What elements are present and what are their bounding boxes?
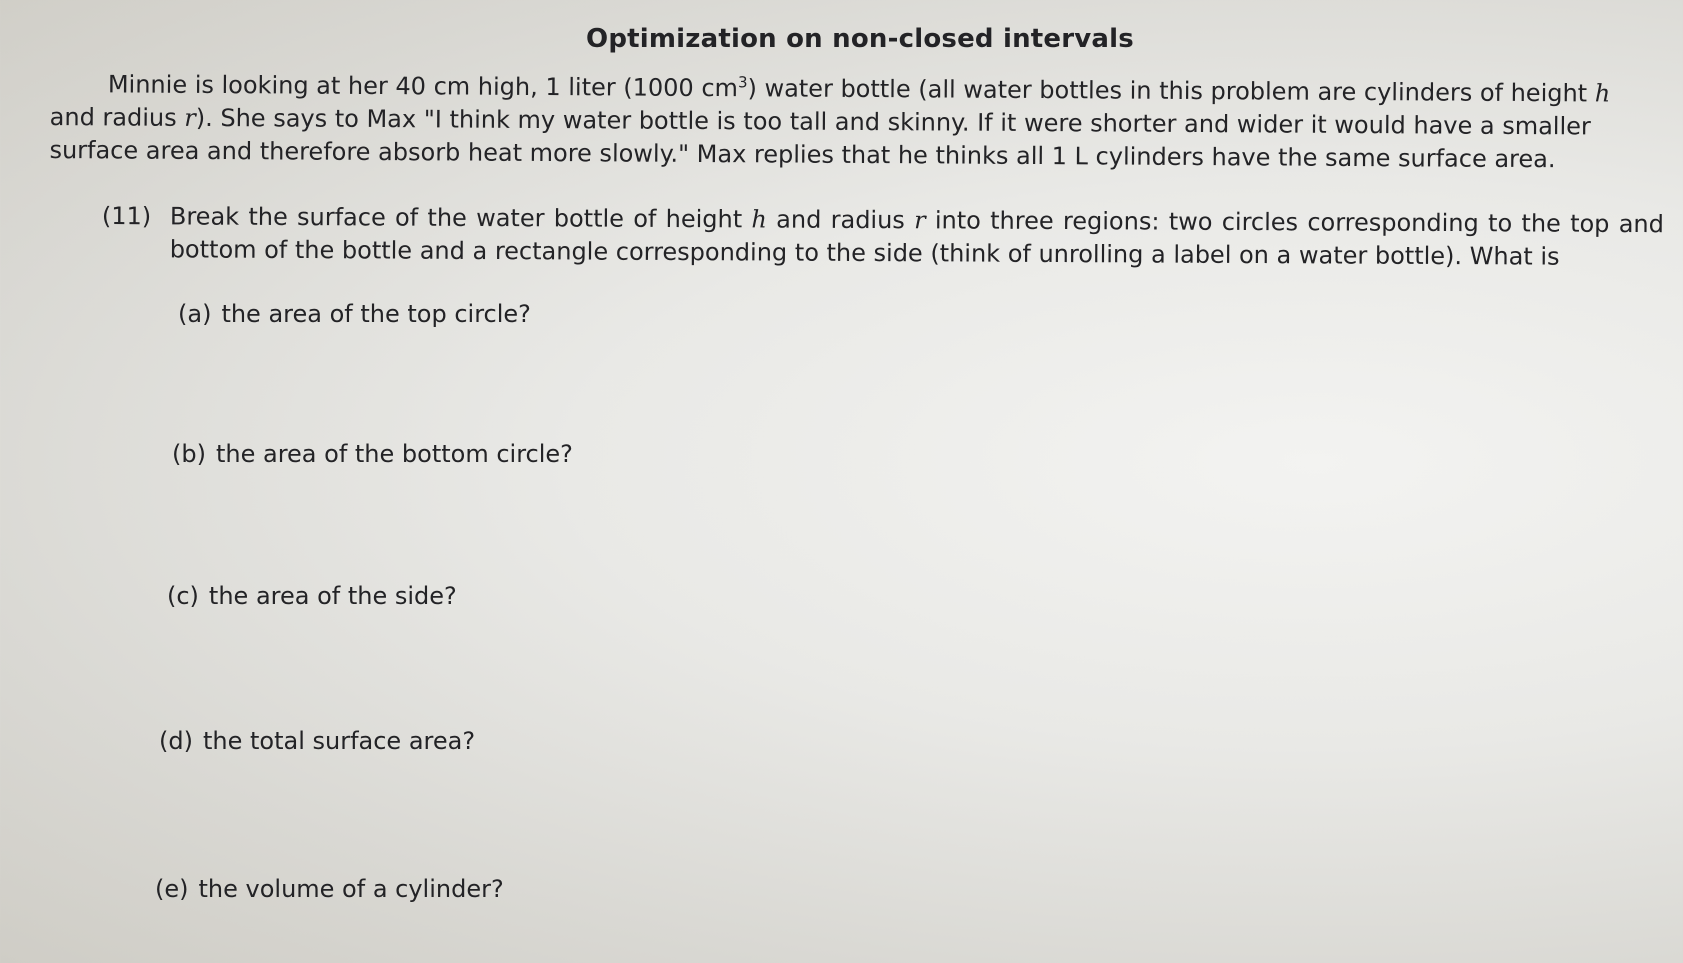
subquestion-label: (d): [159, 727, 193, 755]
subquestion-text: the area of the side?: [208, 582, 457, 610]
intro-paragraph: [49, 68, 1662, 177]
subquestion-c: [167, 582, 457, 610]
subquestion-text: the total surface area?: [202, 727, 476, 755]
problem-statement: [170, 200, 1664, 274]
intro-text-1: Minnie is looking at her 40 cm high, 1 liter (1000 cm: [107, 70, 739, 103]
subquestion-d: [159, 727, 475, 755]
subquestion-label: (e): [155, 875, 189, 903]
subquestion-text: the volume of a cylinder?: [198, 875, 504, 903]
intro-text-4: ). She says to Max "I think my water bottle is too tall and skinny. If it were shorter and wider it would have a smaller surface area and therefore absorb heat more slowly." Max replies that he thinks all 1 L cylinders have the same surface area.: [49, 103, 1591, 174]
problem-symbol-r: r: [914, 206, 926, 235]
problem-11: [102, 200, 1664, 274]
problem-text-3: into three regions: two circles corresponding to the top and bottom of the bottle and a rectangle corresponding to the side (think of unrolling a label on a water bottle). What is: [169, 206, 1664, 271]
intro-superscript: 3: [737, 73, 748, 92]
intro-text-3: and radius: [49, 102, 185, 132]
problem-text-2: and radius: [766, 205, 915, 235]
subquestion-e: [155, 875, 504, 903]
subquestion-b: [172, 440, 573, 468]
problem-text-1: Break the surface of the water bottle of height: [169, 202, 752, 234]
problem-number: (11): [101, 201, 152, 231]
subquestion-label: (b): [172, 440, 206, 468]
subquestion-text: the area of the top circle?: [221, 300, 531, 328]
subquestion-a: [178, 300, 531, 328]
subquestion-label: (a): [178, 300, 212, 328]
page-title: Optimization on non-closed intervals: [586, 24, 1134, 54]
symbol-h: h: [1594, 79, 1611, 108]
subquestion-text: the area of the bottom circle?: [215, 440, 573, 468]
symbol-r: r: [184, 103, 196, 132]
subquestion-label: (c): [167, 582, 199, 610]
intro-text-2: ) water bottle (all water bottles in this problem are cylinders of height: [747, 74, 1595, 108]
problem-symbol-h: h: [751, 205, 768, 234]
